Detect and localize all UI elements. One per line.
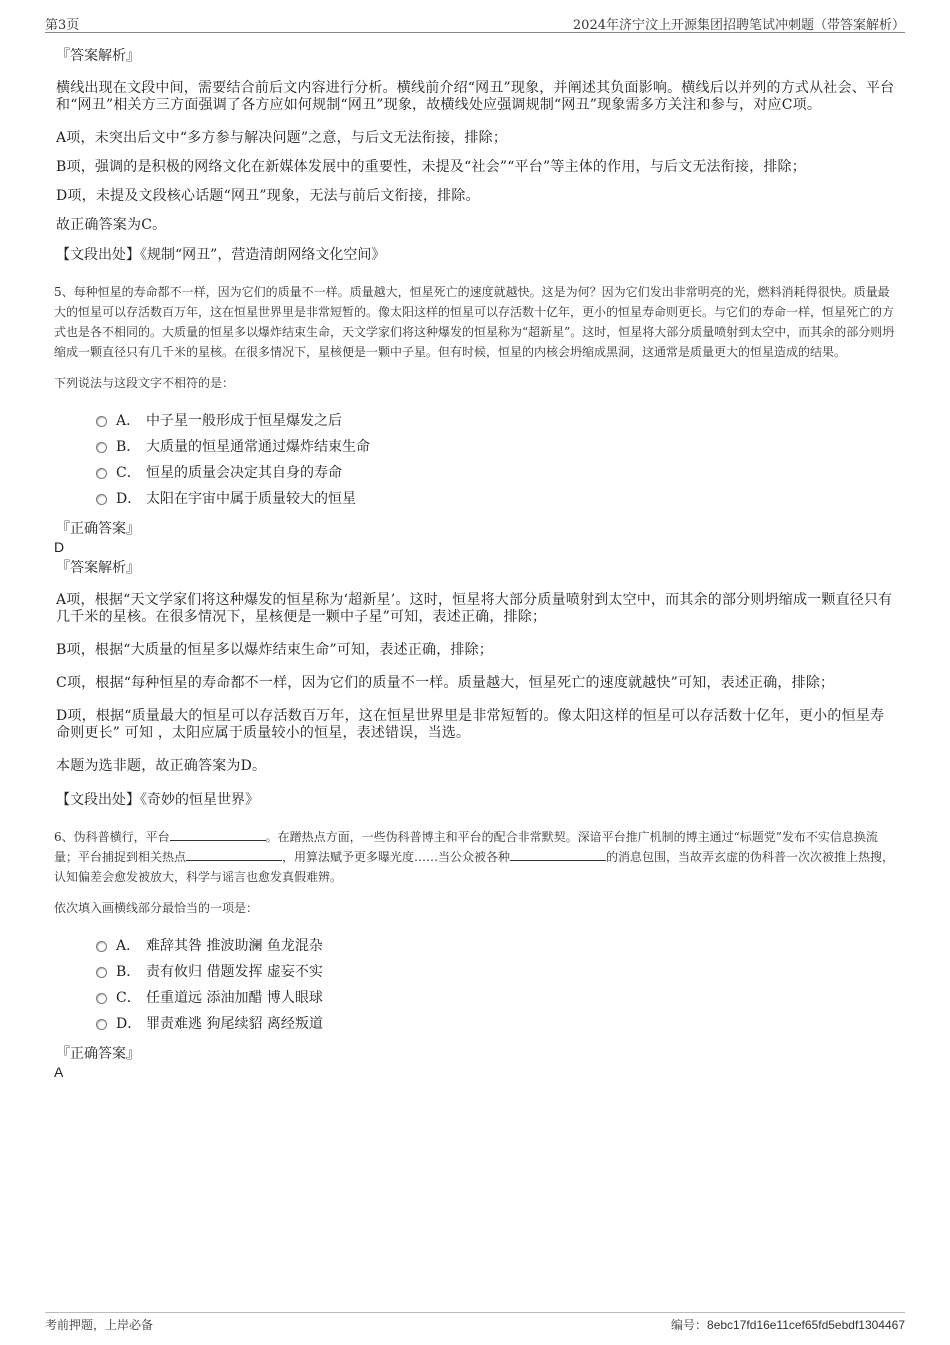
q5-option-d[interactable]: [96, 486, 896, 512]
radio-button[interactable]: [96, 494, 107, 505]
q4-option-b-analysis: B项，强调的是积极的网络文化在新媒体发展中的重要性，未提及“社会”“平台”等主体的作用，与后文无法衔接，排除；: [56, 159, 806, 175]
option-text: 恒星的质量会决定其自身的寿命: [146, 465, 342, 481]
q5-prompt: 下列说法与这段文字不相符的是：: [54, 376, 235, 390]
option-letter: C．: [116, 990, 141, 1006]
option-text: 罪责难逃 狗尾续貂 离经叛道: [146, 1016, 323, 1032]
radio-button[interactable]: [96, 941, 107, 952]
q5-option-b-analysis: B项，根据“大质量的恒星多以爆炸结束生命”可知，表述正确，排除；: [56, 642, 494, 658]
option-text: 太阳在宇宙中属于质量较大的恒星: [146, 491, 356, 507]
option-text: 任重道远 添油加醋 博人眼球: [146, 990, 323, 1006]
page-footer: [45, 1312, 905, 1336]
q4-option-d-analysis: D项，未提及文段核心话题“网丑”现象，无法与前后文衔接，排除。: [56, 188, 480, 204]
radio-button[interactable]: [96, 416, 107, 427]
q4-analysis-label: 『答案解析』: [56, 48, 140, 64]
option-letter: A．: [116, 413, 141, 429]
option-letter: C．: [116, 465, 141, 481]
q5-option-c-analysis: C项，根据“每种恒星的寿命都不一样，因为它们的质量不一样。质量越大，恒星死亡的速度就越快”可知，表述正确，排除；: [56, 675, 835, 691]
q6-answer-label: 『正确答案』: [56, 1046, 140, 1062]
fill-blank-1: [170, 828, 266, 841]
q5-stem: 5、每种恒星的寿命都不一样，因为它们的质量不一样。质量越大，恒星死亡的速度就越快。这是为何？因为它们发出非常明亮的光，燃料消耗得很快。质量最大的恒星可以存活数百万年，这在恒星世界里是非常短暂的。像太阳这样的恒星可以存活数十亿年，更小的恒星寿命则更长。与它们的寿命一样，恒星死亡的方式也是各不相同的。大质量的恒星多以爆炸结束生命，天文学家们将这种爆发的恒星称为“超新星”。这时，恒星将大部分质量喷射到太空中，而其余的部分则坍缩成一颗直径只有几千米的星核。在很多情况下，星核便是一颗中子星。但有时候，恒星的内核会坍缩成黑洞，这通常是质量更大的恒星造成的结果。: [54, 285, 895, 359]
option-letter: B．: [116, 964, 141, 980]
q6-stem-part3: ，用算法赋予更多曝光度……当公众被各种: [282, 850, 511, 864]
q6-stem: [54, 827, 896, 887]
q4-option-a-analysis: A项，未突出后文中“多方参与解决问题”之意，与后文无法衔接，排除；: [56, 130, 508, 146]
q6-stem-part2: 。在蹭热点方面，一些伪科普博主和平台的配合非常默契。深谙平台推广机制的博主通过“标题党”发布不实信息换流量；平台捕捉到相关热点: [54, 830, 878, 864]
radio-button[interactable]: [96, 993, 107, 1004]
q6-option-c[interactable]: [96, 985, 896, 1011]
q6-options: [96, 933, 896, 1037]
radio-button[interactable]: [96, 967, 107, 978]
option-letter: B．: [116, 439, 141, 455]
q4-analysis-paragraph: 横线出现在文段中间，需要结合前后文内容进行分析。横线前介绍“网丑”现象，并阐述其负面影响。横线后以并列的方式从社会、平台和“网丑”相关方三方面强调了各方应如何规制“网丑”现象，故横线处应强调规制“网丑”现象需多方关注和参与，对应C项。: [56, 80, 895, 113]
q5-option-a[interactable]: [96, 408, 896, 434]
option-text: 难辞其咎 推波助澜 鱼龙混杂: [146, 938, 323, 954]
q6-prompt: 依次填入画横线部分最恰当的一项是：: [54, 901, 259, 915]
fill-blank-2: [186, 848, 282, 861]
option-letter: D．: [116, 491, 142, 507]
q4-conclusion: 故正确答案为C。: [56, 217, 167, 233]
option-letter: A．: [116, 938, 141, 954]
q5-options: [96, 408, 896, 512]
fill-blank-3: [510, 848, 606, 861]
q6-stem-part4: 的消息包围，当故弄玄虚的伪科普一次次被推上热搜，认知偏差会愈发被放大，科学与谣言也愈发真假难辨。: [54, 850, 895, 884]
q6-option-d[interactable]: [96, 1011, 896, 1037]
q5-option-b[interactable]: [96, 434, 896, 460]
option-text: 责有攸归 借题发挥 虚妄不实: [146, 964, 323, 980]
option-text: 大质量的恒星通常通过爆炸结束生命: [146, 439, 370, 455]
q5-conclusion: 本题为选非题，故正确答案为D。: [56, 758, 267, 774]
q6-stem-part1: 6、伪科普横行，平台: [54, 830, 170, 844]
radio-button[interactable]: [96, 1019, 107, 1030]
document-title: 2024年济宁汶上开源集团招聘笔试冲刺题（带答案解析）: [572, 18, 905, 33]
document-body: [56, 46, 896, 1091]
page-number: 第3页: [45, 18, 80, 33]
q5-option-c[interactable]: [96, 460, 896, 486]
q6-option-b[interactable]: [96, 959, 896, 985]
option-letter: D．: [116, 1016, 142, 1032]
q5-option-a-analysis: A项，根据“天文学家们将这种爆发的恒星称为‘超新星’。这时，恒星将大部分质量喷射到太空中，而其余的部分则坍缩成一颗直径只有几千米的星核。在很多情况下，星核便是一颗中子星”可知，表述正确，排除；: [56, 592, 893, 625]
footer-id: [671, 1316, 905, 1333]
q6-answer: A: [54, 1064, 64, 1080]
footer-id-code: 8ebc17fd16e11cef65fd5ebdf1304467: [707, 1318, 905, 1332]
q5-analysis-label: 『答案解析』: [56, 560, 140, 576]
radio-button[interactable]: [96, 468, 107, 479]
radio-button[interactable]: [96, 442, 107, 453]
footer-id-label: 编号：: [671, 1318, 708, 1332]
q6-option-a[interactable]: [96, 933, 896, 959]
footer-slogan: 考前押题，上岸必备: [45, 1318, 154, 1332]
q5-answer-label: 『正确答案』: [56, 521, 140, 537]
q4-source: 【文段出处】《规制“网丑”，营造清朗网络文化空间》: [56, 247, 386, 263]
q5-source: 【文段出处】《奇妙的恒星世界》: [56, 792, 259, 808]
q5-answer: D: [54, 539, 65, 555]
option-text: 中子星一般形成于恒星爆发之后: [146, 413, 342, 429]
q5-option-d-analysis: D项，根据“质量最大的恒星可以存活数百万年，这在恒星世界里是非常短暂的。像太阳这样的恒星可以存活数十亿年，更小的恒星寿命则更长” 可知 ，太阳应属于质量较小的恒星，表述错误，当选。: [56, 708, 885, 741]
page-header: [45, 14, 905, 33]
